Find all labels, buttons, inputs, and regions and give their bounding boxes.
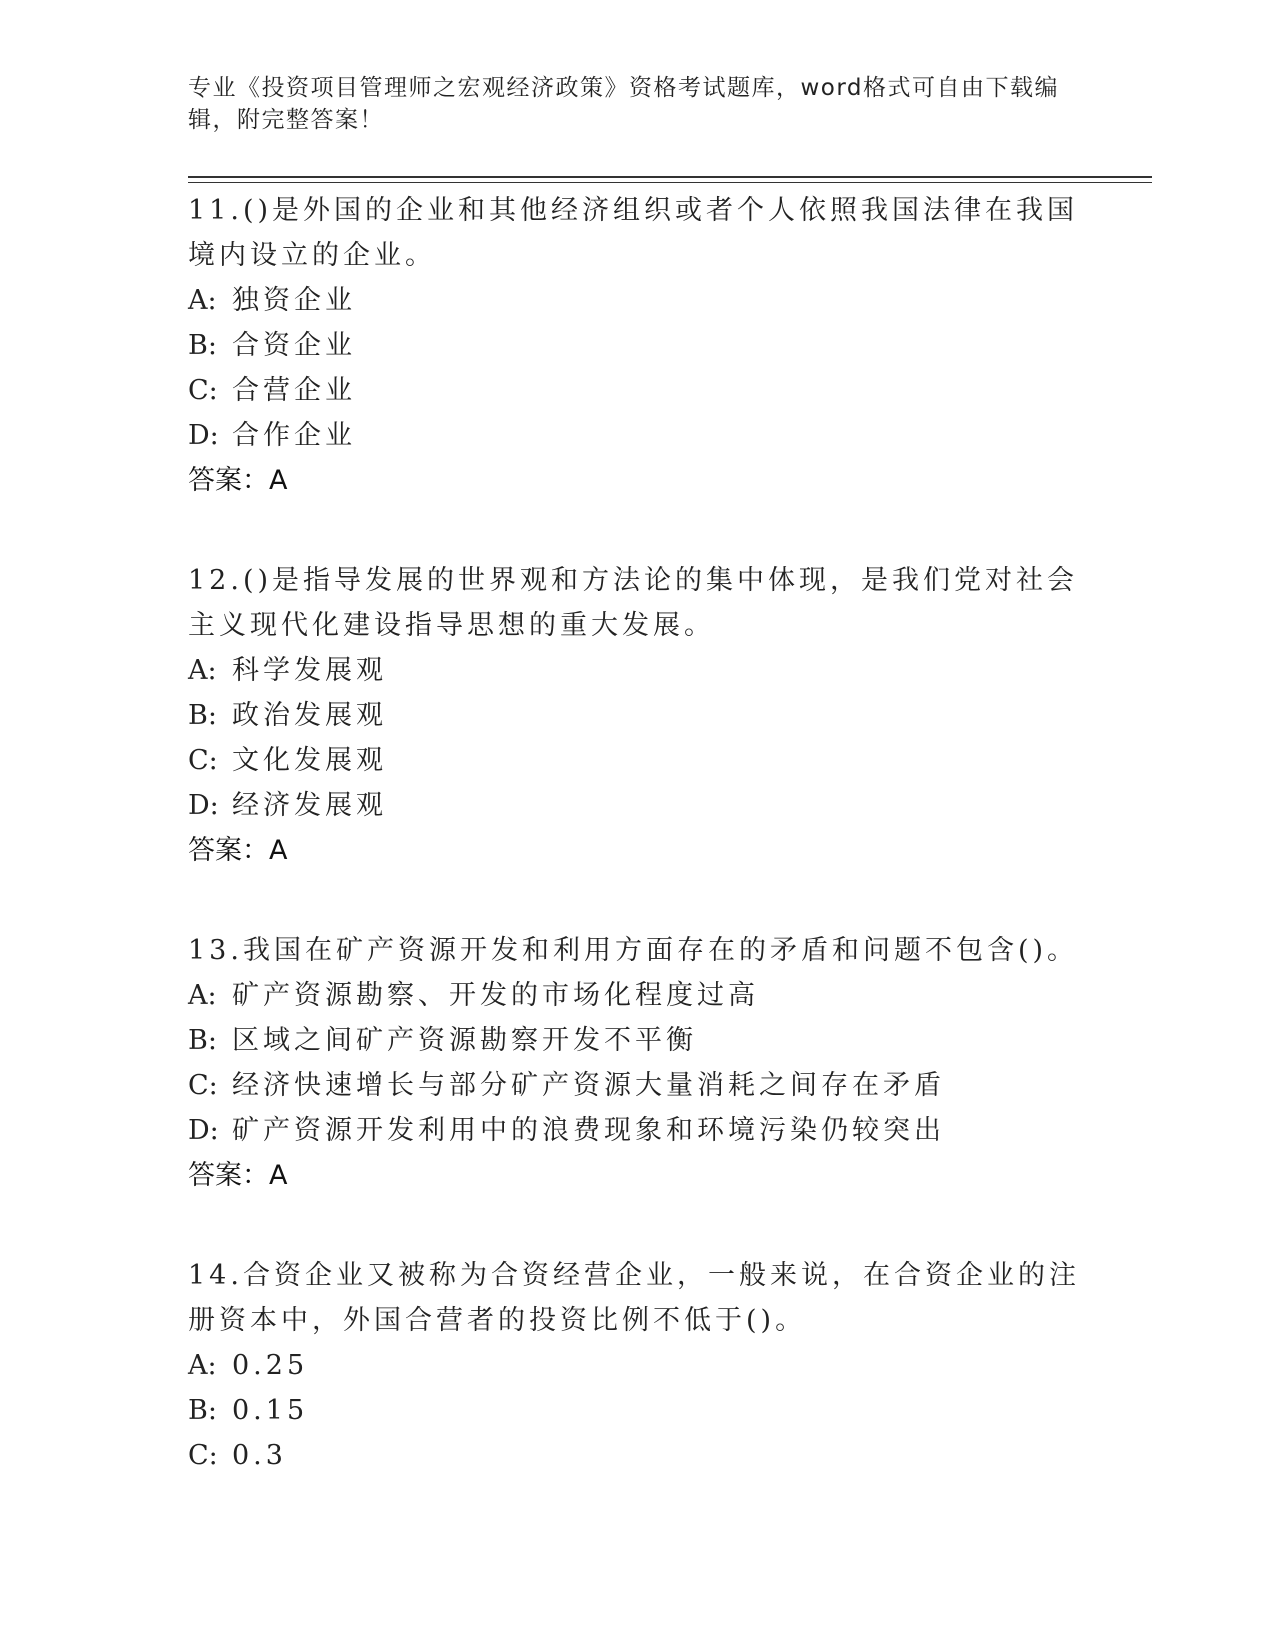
- document-header: [188, 72, 1068, 136]
- question-stem: 11.()是外国的企业和其他经济组织或者个人依照我国法律在我国境内设立的企业。: [188, 195, 1079, 271]
- option-text: 0.15: [232, 1395, 309, 1426]
- option-text: 经济快速增长与部分矿产资源大量消耗之间存在矛盾: [232, 1070, 945, 1101]
- option-text: 合作企业: [232, 420, 356, 451]
- option-text: 政治发展观: [232, 700, 387, 731]
- option-label: A:: [188, 980, 217, 1011]
- question-12: [188, 558, 1088, 873]
- option-text: 经济发展观: [232, 790, 387, 821]
- option-c: [188, 1433, 1088, 1478]
- option-b: [188, 1018, 1088, 1063]
- option-d: [188, 413, 1088, 458]
- option-a: [188, 278, 1088, 323]
- option-text: 0.25: [232, 1350, 309, 1381]
- option-a: [188, 973, 1088, 1018]
- option-text: 矿产资源勘察、开发的市场化程度过高: [232, 980, 759, 1011]
- option-label: A:: [188, 1350, 217, 1381]
- header-divider-thick: [188, 176, 1152, 178]
- option-label: D:: [188, 790, 219, 821]
- option-label: C:: [188, 1070, 218, 1101]
- option-b: [188, 323, 1088, 368]
- option-label: A:: [188, 285, 217, 316]
- question-stem: 12.()是指导发展的世界观和方法论的集中体现，是我们党对社会主义现代化建设指导思想的重大发展。: [188, 565, 1079, 641]
- option-text: 区域之间矿产资源勘察开发不平衡: [232, 1025, 697, 1056]
- option-b: [188, 1388, 1088, 1433]
- question-14: [188, 1253, 1088, 1478]
- option-text: 科学发展观: [232, 655, 387, 686]
- option-text: 文化发展观: [232, 745, 387, 776]
- option-text: 矿产资源开发利用中的浪费现象和环境污染仍较突出: [232, 1115, 945, 1146]
- option-label: B:: [188, 700, 217, 731]
- question-list: [188, 188, 1088, 1533]
- option-label: B:: [188, 330, 217, 361]
- question-stem: 14.合资企业又被称为合资经营企业，一般来说，在合资企业的注册资本中，外国合营者的投资比例不低于()。: [188, 1260, 1080, 1336]
- header-line-2: 辑，附完整答案！: [188, 107, 384, 133]
- option-label: C:: [188, 375, 218, 406]
- question-13: [188, 928, 1088, 1198]
- answer: 答案：A: [188, 1160, 288, 1191]
- option-label: D:: [188, 420, 219, 451]
- option-c: [188, 738, 1088, 783]
- option-label: D:: [188, 1115, 219, 1146]
- option-a: [188, 1343, 1088, 1388]
- option-label: B:: [188, 1395, 217, 1426]
- question-11: [188, 188, 1088, 503]
- option-b: [188, 693, 1088, 738]
- option-text: 0.3: [232, 1440, 287, 1471]
- option-label: A:: [188, 655, 217, 686]
- option-c: [188, 368, 1088, 413]
- question-stem: 13.我国在矿产资源开发和利用方面存在的矛盾和问题不包含()。: [188, 935, 1079, 966]
- option-label: C:: [188, 1440, 218, 1471]
- option-d: [188, 783, 1088, 828]
- header-divider-thin: [188, 182, 1152, 183]
- option-text: 合资企业: [232, 330, 356, 361]
- option-text: 合营企业: [232, 375, 356, 406]
- option-text: 独资企业: [232, 285, 356, 316]
- header-line-1: 专业《投资项目管理师之宏观经济政策》资格考试题库，word格式可自由下载编: [188, 75, 1060, 101]
- option-label: B:: [188, 1025, 217, 1056]
- answer: 答案：A: [188, 465, 288, 496]
- option-label: C:: [188, 745, 218, 776]
- option-d: [188, 1108, 1088, 1153]
- answer: 答案：A: [188, 835, 288, 866]
- option-a: [188, 648, 1088, 693]
- option-c: [188, 1063, 1088, 1108]
